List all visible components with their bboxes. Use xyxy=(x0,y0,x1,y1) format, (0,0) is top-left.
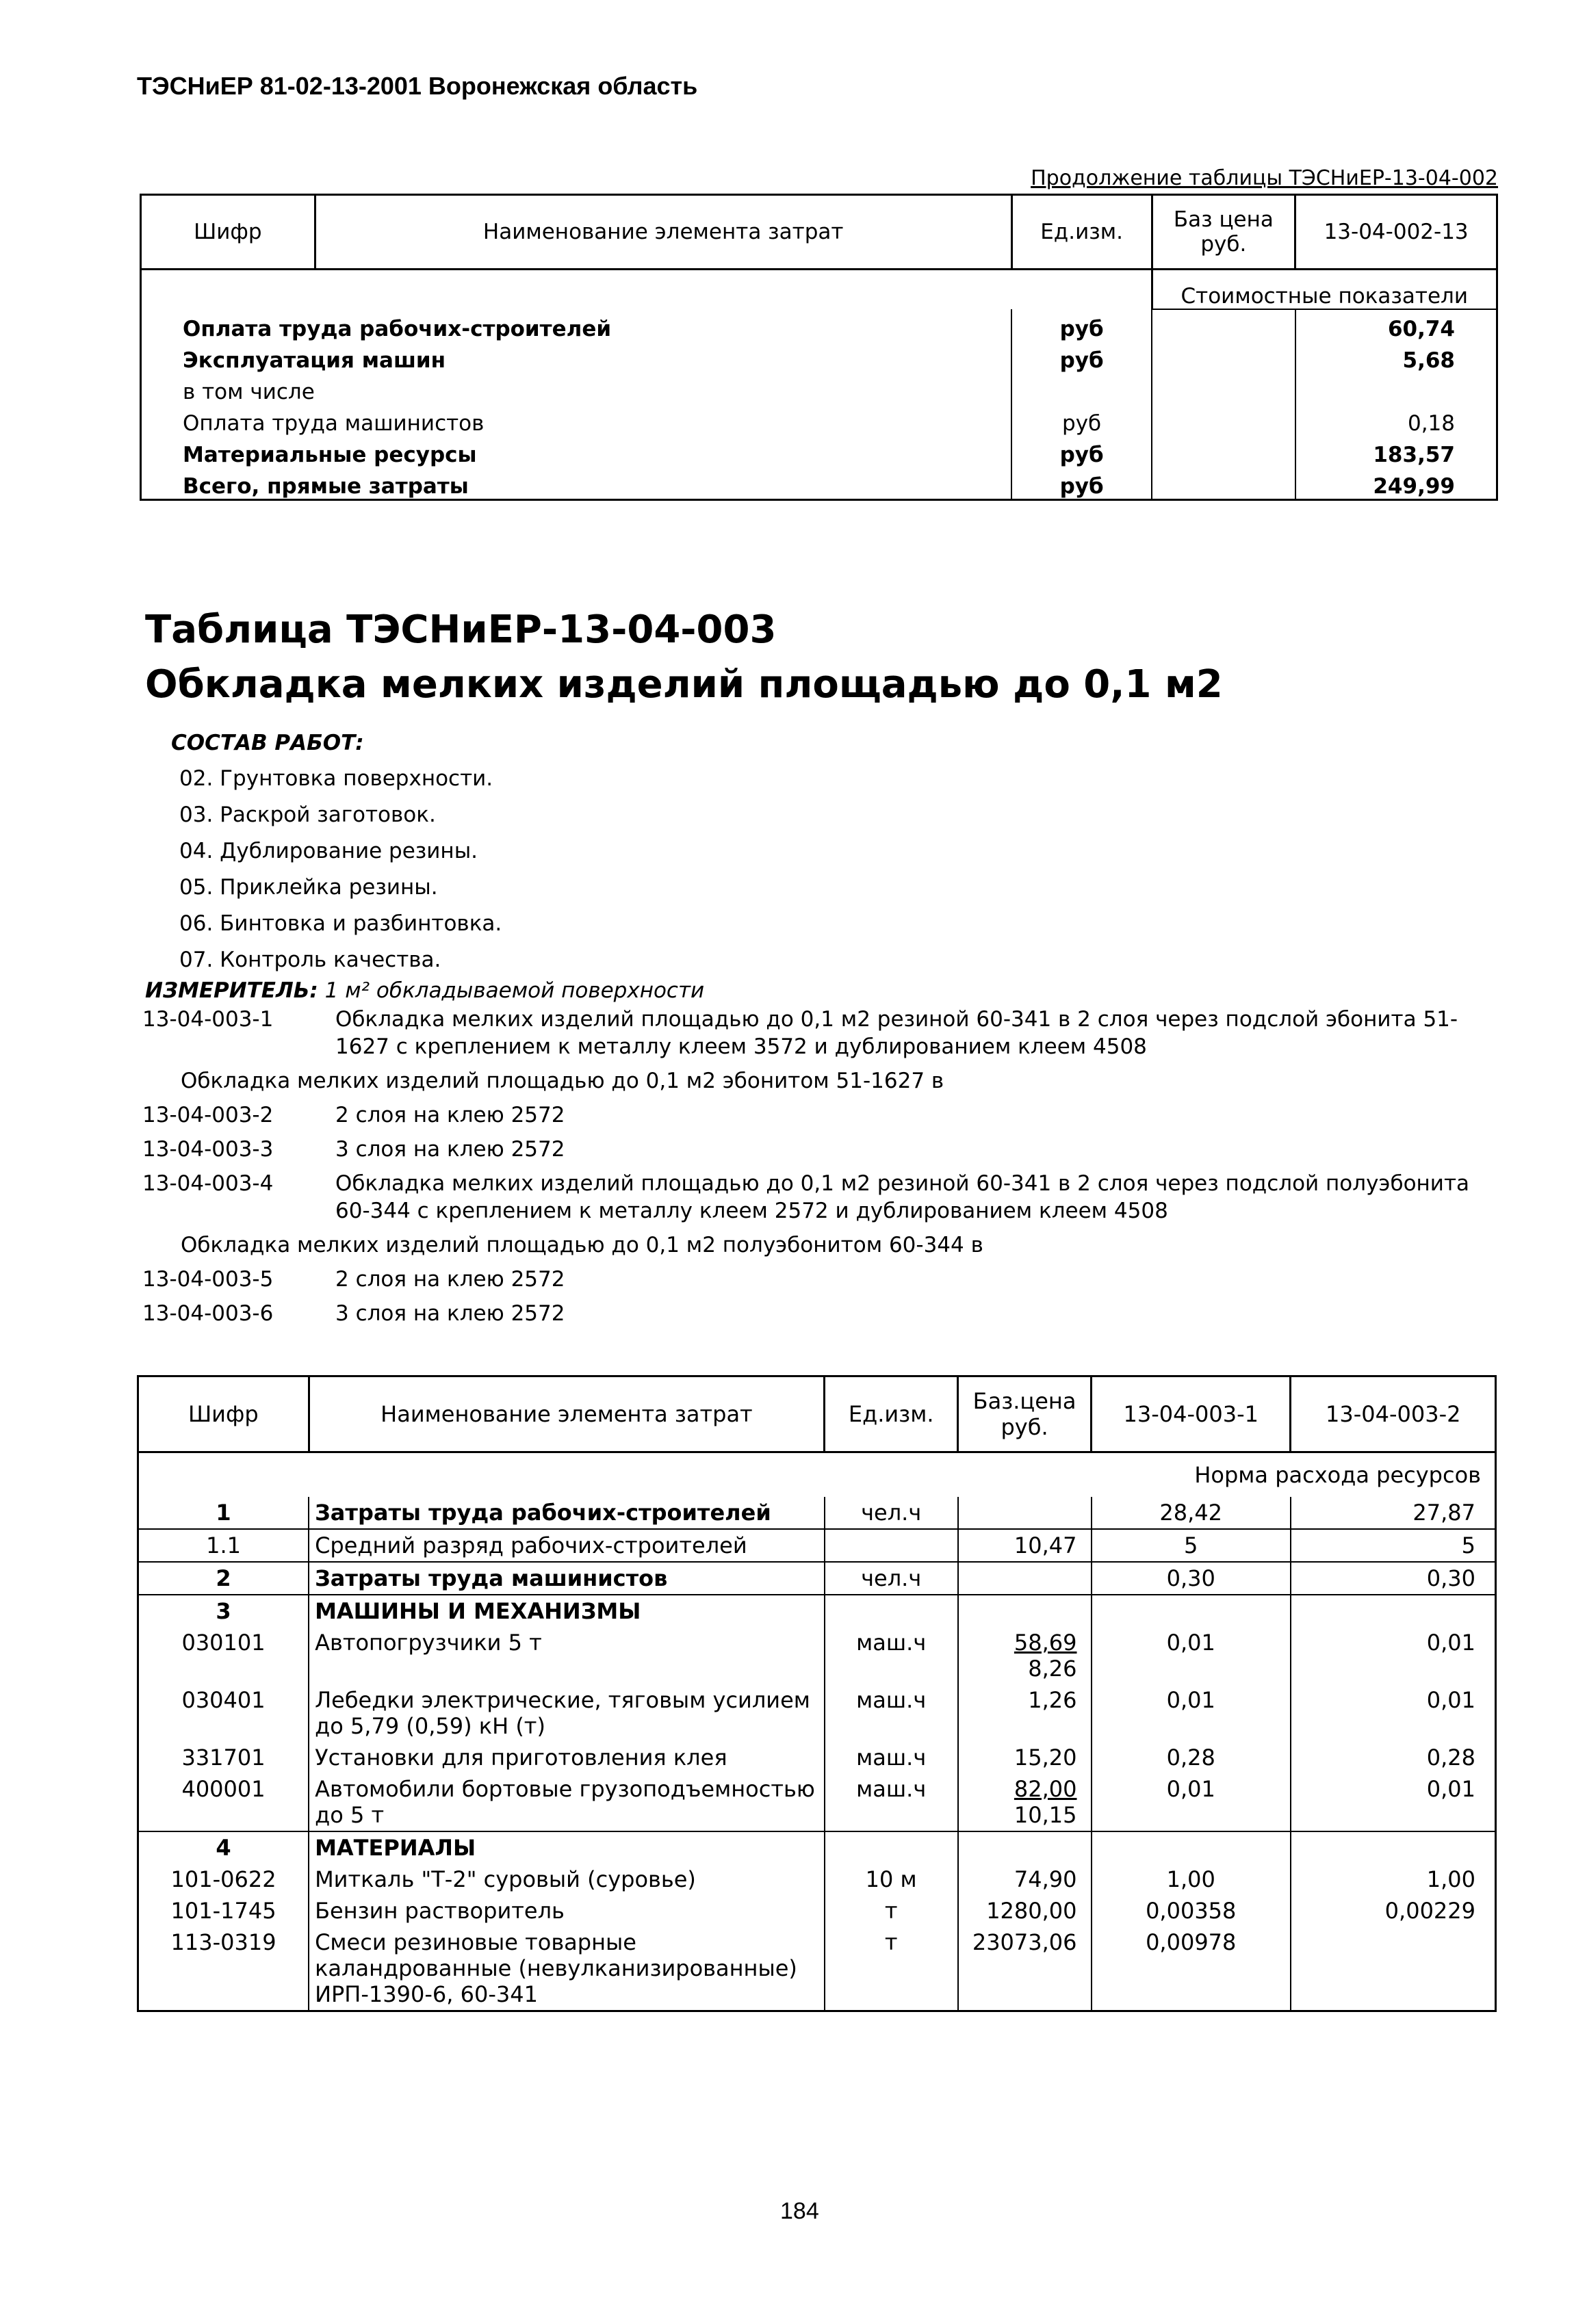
row-price-cell xyxy=(958,1627,1092,1684)
row-name: МАШИНЫ И МЕХАНИЗМЫ xyxy=(309,1595,825,1627)
item-code: 13-04-003-2 xyxy=(142,1103,274,1127)
table-row xyxy=(138,1497,1496,1529)
table-row xyxy=(138,1595,1496,1627)
row-unit: руб xyxy=(1011,341,1152,373)
row-price-cell xyxy=(958,1529,1092,1562)
row-price xyxy=(1152,341,1295,373)
header-name: Наименование элемента затрат xyxy=(309,1376,825,1452)
row-value-1: 0,01 xyxy=(1092,1773,1291,1831)
norm-items-list xyxy=(142,1006,1484,1334)
section-title: Таблица ТЭСНиЕР-13-04-003 xyxy=(145,608,777,652)
header-price: Баз.цена руб. xyxy=(958,1376,1092,1452)
norm-item xyxy=(142,1101,1484,1129)
row-price-cell xyxy=(958,1895,1092,1927)
row-code: 4 xyxy=(138,1831,309,1864)
row-price xyxy=(1152,373,1295,404)
row-value-1: 1,00 xyxy=(1092,1864,1291,1895)
row-value-1: 28,42 xyxy=(1092,1497,1291,1529)
norm-item xyxy=(142,1300,1484,1327)
header-price: Баз цена руб. xyxy=(1152,195,1295,270)
table1-body xyxy=(141,309,1497,500)
item-code: 13-04-003-1 xyxy=(142,1007,274,1032)
composition-label: СОСТАВ РАБОТ: xyxy=(171,731,364,755)
item-code: 13-04-003-4 xyxy=(142,1171,274,1196)
table-row xyxy=(138,1529,1496,1562)
row-value: 5,68 xyxy=(1295,341,1497,373)
row-value-2: 0,01 xyxy=(1291,1773,1496,1831)
table-row xyxy=(138,1684,1496,1742)
resource-table-13-04-003 xyxy=(137,1375,1497,2012)
measure-value: 1 м² обкладываемой поверхности xyxy=(324,978,705,1003)
row-unit: т xyxy=(825,1895,958,1927)
table-row xyxy=(141,309,1497,341)
row-price xyxy=(1152,309,1295,341)
item-text: 3 слоя на клею 2572 xyxy=(335,1137,565,1162)
row-value-1 xyxy=(1092,1831,1291,1864)
table-header-row xyxy=(138,1376,1496,1452)
row-unit: руб xyxy=(1011,309,1152,341)
table-row xyxy=(141,373,1497,404)
item-text: 3 слоя на клею 2572 xyxy=(335,1301,565,1326)
row-code: 2 xyxy=(138,1562,309,1595)
row-value-2: 0,00229 xyxy=(1291,1895,1496,1927)
table-subheader-row xyxy=(141,270,1497,310)
composition-item: 02. Грунтовка поверхности. xyxy=(179,766,493,791)
row-value-1: 0,00358 xyxy=(1092,1895,1291,1927)
composition-item: 06. Бинтовка и разбинтовка. xyxy=(179,911,502,936)
table-row xyxy=(138,1562,1496,1595)
item-group-heading xyxy=(142,1067,1484,1095)
row-name: Автопогрузчики 5 т xyxy=(309,1627,825,1684)
measure-label: ИЗМЕРИТЕЛЬ: xyxy=(145,978,318,1003)
row-price: 58,69 xyxy=(1014,1630,1077,1656)
row-value: 183,57 xyxy=(1295,436,1497,467)
row-name: МАТЕРИАЛЫ xyxy=(309,1831,825,1864)
row-price: 15,20 xyxy=(1014,1745,1077,1771)
norm-item xyxy=(142,1136,1484,1163)
row-code: 030101 xyxy=(138,1627,309,1684)
norm-item xyxy=(142,1170,1484,1225)
table-row xyxy=(138,1895,1496,1927)
page-number: 184 xyxy=(780,2198,819,2224)
row-unit xyxy=(1011,373,1152,404)
row-value: 60,74 xyxy=(1295,309,1497,341)
row-price-cell xyxy=(958,1773,1092,1831)
table-row xyxy=(141,341,1497,373)
row-price-cell xyxy=(958,1562,1092,1595)
row-name: Миткаль "Т-2" суровый (суровье) xyxy=(309,1864,825,1895)
composition-item: 07. Контроль качества. xyxy=(179,948,441,972)
subheader-cost-indicators: Стоимостные показатели xyxy=(1152,270,1497,310)
header-column: 13-04-002-13 xyxy=(1295,195,1497,270)
composition-list xyxy=(179,761,502,978)
table-header-row xyxy=(141,195,1497,270)
measure-line xyxy=(145,978,704,1003)
cost-table-13-04-002 xyxy=(140,194,1498,501)
row-price-cell xyxy=(958,1497,1092,1529)
row-unit: маш.ч xyxy=(825,1773,958,1831)
row-unit: маш.ч xyxy=(825,1684,958,1742)
row-value-1: 0,30 xyxy=(1092,1562,1291,1595)
header-unit: Ед.изм. xyxy=(825,1376,958,1452)
row-name: Оплата труда рабочих-строителей xyxy=(141,309,1012,341)
row-price-cell xyxy=(958,1742,1092,1773)
row-unit: 10 м xyxy=(825,1864,958,1895)
row-code: 113-0319 xyxy=(138,1927,309,2011)
row-price-cell xyxy=(958,1684,1092,1742)
row-price: 1,26 xyxy=(1028,1687,1077,1713)
row-price-secondary: 8,26 xyxy=(1028,1656,1077,1682)
item-text: Обкладка мелких изделий площадью до 0,1 м2 полуэбонитом 60-344 в xyxy=(181,1233,983,1257)
row-unit xyxy=(825,1595,958,1627)
row-code: 1.1 xyxy=(138,1529,309,1562)
composition-item: 03. Раскрой заготовок. xyxy=(179,802,436,827)
row-name: Лебедки электрические, тяговым усилием до 5,79 (0,59) кН (т) xyxy=(309,1684,825,1742)
row-name: Затраты труда машинистов xyxy=(309,1562,825,1595)
row-price-secondary: 10,15 xyxy=(1014,1802,1077,1828)
row-code: 101-0622 xyxy=(138,1864,309,1895)
table-row xyxy=(138,1927,1496,2011)
row-price xyxy=(1152,404,1295,436)
row-unit xyxy=(825,1831,958,1864)
row-value-2 xyxy=(1291,1927,1496,2011)
row-value-2: 5 xyxy=(1291,1529,1496,1562)
row-code: 400001 xyxy=(138,1773,309,1831)
row-code: 030401 xyxy=(138,1684,309,1742)
row-name: Эксплуатация машин xyxy=(141,341,1012,373)
row-name: Всего, прямые затраты xyxy=(141,467,1012,500)
row-price: 10,47 xyxy=(1014,1532,1077,1558)
row-value-2: 0,01 xyxy=(1291,1684,1496,1742)
row-unit: руб xyxy=(1011,404,1152,436)
composition-item: 05. Приклейка резины. xyxy=(179,875,438,900)
header-code: Шифр xyxy=(141,195,315,270)
row-unit: руб xyxy=(1011,467,1152,500)
row-code: 331701 xyxy=(138,1742,309,1773)
table-row xyxy=(138,1864,1496,1895)
item-group-heading xyxy=(142,1231,1484,1259)
row-name: Средний разряд рабочих-строителей xyxy=(309,1529,825,1562)
row-price: 82,00 xyxy=(1014,1776,1077,1802)
row-unit: т xyxy=(825,1927,958,2011)
row-value-2: 27,87 xyxy=(1291,1497,1496,1529)
header-column-1: 13-04-003-1 xyxy=(1092,1376,1291,1452)
item-text: 2 слоя на клею 2572 xyxy=(335,1267,565,1292)
row-price xyxy=(1152,436,1295,467)
norm-item xyxy=(142,1006,1484,1060)
row-price-cell xyxy=(958,1595,1092,1627)
row-value-2: 1,00 xyxy=(1291,1864,1496,1895)
row-code: 3 xyxy=(138,1595,309,1627)
row-unit xyxy=(825,1529,958,1562)
row-value-1: 0,28 xyxy=(1092,1742,1291,1773)
row-unit: чел.ч xyxy=(825,1562,958,1595)
row-price xyxy=(1152,467,1295,500)
row-price-cell xyxy=(958,1927,1092,2011)
header-column-2: 13-04-003-2 xyxy=(1291,1376,1496,1452)
row-unit: чел.ч xyxy=(825,1497,958,1529)
row-name: Смеси резиновые товарные каландрованные (невулканизированные) ИРП-1390-6, 60-341 xyxy=(309,1927,825,2011)
row-unit: маш.ч xyxy=(825,1627,958,1684)
row-price: 23073,06 xyxy=(972,1929,1077,1955)
row-unit: маш.ч xyxy=(825,1742,958,1773)
row-value-2: 0,01 xyxy=(1291,1627,1496,1684)
item-text: 2 слоя на клею 2572 xyxy=(335,1103,565,1127)
item-code: 13-04-003-5 xyxy=(142,1267,274,1292)
row-price-cell xyxy=(958,1831,1092,1864)
item-text: Обкладка мелких изделий площадью до 0,1 м2 резиной 60-341 в 2 слоя через подслой полуэбонита 60-344 с креплением к металлу клеем 2572 и дублированием клеем 4508 xyxy=(335,1171,1470,1223)
row-value-1: 0,00978 xyxy=(1092,1927,1291,2011)
table-row xyxy=(138,1627,1496,1684)
row-name: Установки для приготовления клея xyxy=(309,1742,825,1773)
row-code: 1 xyxy=(138,1497,309,1529)
norm-item xyxy=(142,1266,1484,1293)
row-price: 1280,00 xyxy=(986,1898,1077,1924)
row-code: 101-1745 xyxy=(138,1895,309,1927)
row-name: Бензин растворитель xyxy=(309,1895,825,1927)
row-value-1: 0,01 xyxy=(1092,1684,1291,1742)
row-value-1: 0,01 xyxy=(1092,1627,1291,1684)
section-subtitle: Обкладка мелких изделий площадью до 0,1 м2 xyxy=(145,662,1223,707)
row-name: в том числе xyxy=(141,373,1012,404)
row-value xyxy=(1295,373,1497,404)
row-name: Материальные ресурсы xyxy=(141,436,1012,467)
table-row xyxy=(141,467,1497,500)
item-text: Обкладка мелких изделий площадью до 0,1 м2 эбонитом 51-1627 в xyxy=(181,1069,944,1093)
header-name: Наименование элемента затрат xyxy=(315,195,1011,270)
row-value-2 xyxy=(1291,1831,1496,1864)
table2-body xyxy=(138,1497,1496,2011)
table-row xyxy=(141,436,1497,467)
table-continuation-note: Продолжение таблицы ТЭСНиЕР-13-04-002 xyxy=(1031,166,1498,190)
composition-item: 04. Дублирование резины. xyxy=(179,839,478,863)
row-unit: руб xyxy=(1011,436,1152,467)
header-unit: Ед.изм. xyxy=(1011,195,1152,270)
table-row xyxy=(138,1742,1496,1773)
item-code: 13-04-003-3 xyxy=(142,1137,274,1162)
row-value-2: 0,30 xyxy=(1291,1562,1496,1595)
row-value-2 xyxy=(1291,1595,1496,1627)
item-code: 13-04-003-6 xyxy=(142,1301,274,1326)
table-row xyxy=(141,404,1497,436)
header-code: Шифр xyxy=(138,1376,309,1452)
row-price: 74,90 xyxy=(1014,1866,1077,1892)
row-name: Оплата труда машинистов xyxy=(141,404,1012,436)
row-name: Затраты труда рабочих-строителей xyxy=(309,1497,825,1529)
table-row xyxy=(138,1831,1496,1864)
table-row xyxy=(138,1773,1496,1831)
row-price-cell xyxy=(958,1864,1092,1895)
row-value-1: 5 xyxy=(1092,1529,1291,1562)
item-text: Обкладка мелких изделий площадью до 0,1 м2 резиной 60-341 в 2 слоя через подслой эбонита 51-1627 с креплением к металлу клеем 3572 и дублированием клеем 4508 xyxy=(335,1007,1458,1059)
row-value: 0,18 xyxy=(1295,404,1497,436)
document-header: ТЭСНиЕР 81-02-13-2001 Воронежская область xyxy=(137,72,698,100)
row-value-1 xyxy=(1092,1595,1291,1627)
row-value-2: 0,28 xyxy=(1291,1742,1496,1773)
row-value: 249,99 xyxy=(1295,467,1497,500)
row-name: Автомобили бортовые грузоподъемностью до 5 т xyxy=(309,1773,825,1831)
subheader-resource-norm: Норма расхода ресурсов xyxy=(138,1452,1496,1498)
table-subheader-row xyxy=(138,1452,1496,1498)
